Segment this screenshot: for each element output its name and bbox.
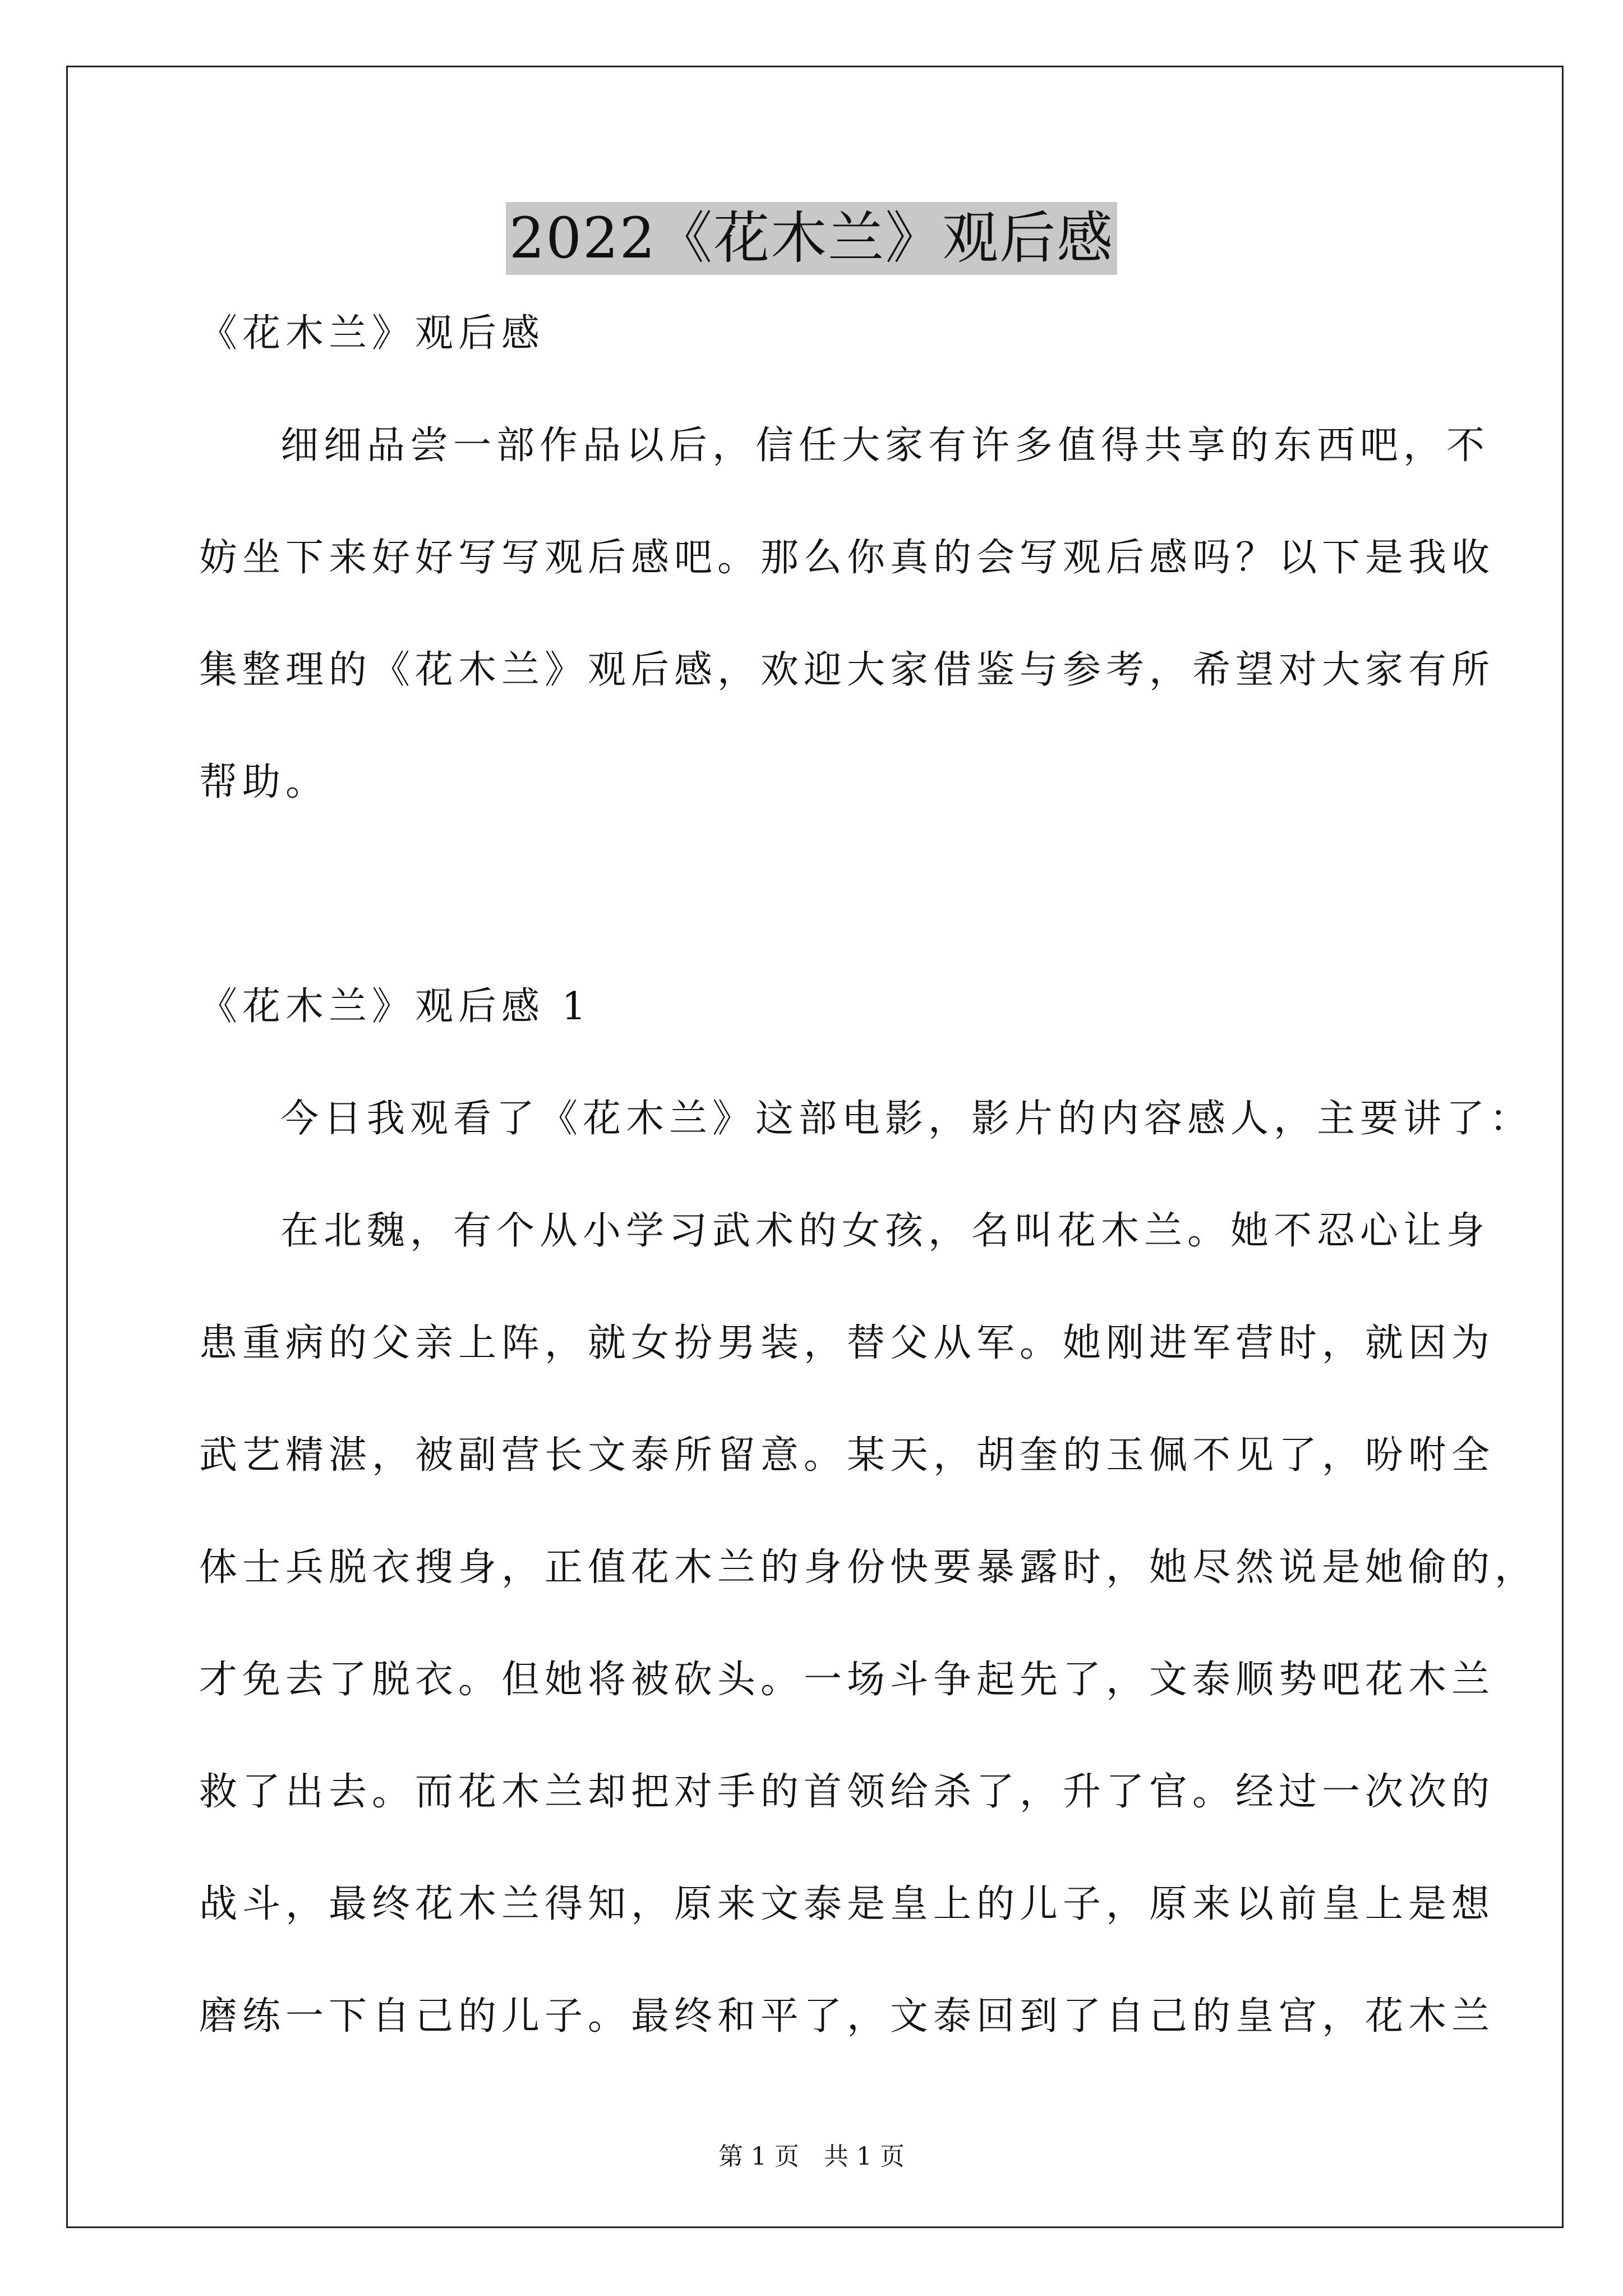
- paragraph-line: 妨坐下来好好写写观后感吧。那么你真的会写观后感吗？以下是我收: [199, 536, 1495, 580]
- paragraph-line: 战斗，最终花木兰得知，原来文泰是皇上的儿子，原来以前皇上是想: [199, 1882, 1495, 1926]
- spacer: [199, 811, 1427, 867]
- document-body: [199, 306, 1538, 2045]
- spacer: [199, 362, 1427, 418]
- spacer: [199, 1372, 1427, 1428]
- paragraph-line: 才免去了脱衣。但她将被砍头。一场斗争起先了，文泰顺势吧花木兰: [199, 1658, 1495, 1702]
- page-total: 共 1 页: [824, 2142, 905, 2171]
- title-container: [0, 202, 1623, 275]
- spacer: [199, 923, 1427, 979]
- spacer: [199, 1484, 1427, 1540]
- spacer: [199, 1932, 1427, 1989]
- page-footer: [0, 2140, 1623, 2174]
- spacer: [199, 474, 1427, 530]
- spacer: [199, 1259, 1427, 1315]
- paragraph-line: 今日我观看了《花木兰》这部电影，影片的内容感人，主要讲了：: [280, 1097, 1533, 1141]
- paragraph-line: 在北魏，有个从小学习武术的女孩，名叫花木兰。她不忍心让身: [280, 1209, 1490, 1253]
- spacer: [199, 1596, 1427, 1652]
- section-heading: 《花木兰》观后感 1: [199, 984, 591, 1029]
- paragraph-line: 救了出去。而花木兰却把对手的首领给杀了，升了官。经过一次次的: [199, 1770, 1495, 1814]
- spacer: [199, 1035, 1427, 1091]
- spacer: [199, 698, 1427, 754]
- paragraph-line: 帮助。: [199, 760, 329, 804]
- paragraph-line: 体士兵脱衣搜身，正值花木兰的身份快要暴露时，她尽然说是她偷的，: [199, 1545, 1538, 1590]
- paragraph-line: 细细品尝一部作品以后，信任大家有许多值得共享的东西吧，不: [280, 424, 1490, 468]
- spacer: [199, 1708, 1427, 1764]
- paragraph-line: 武艺精湛，被副营长文泰所留意。某天，胡奎的玉佩不见了，吩咐全: [199, 1433, 1495, 1478]
- spacer: [199, 1820, 1427, 1876]
- paragraph-line: 集整理的《花木兰》观后感，欢迎大家借鉴与参考，希望对大家有所: [199, 648, 1495, 692]
- paragraph-line: 磨练一下自己的儿子。最终和平了，文泰回到了自己的皇宫，花木兰: [199, 1994, 1495, 2039]
- spacer: [199, 586, 1427, 642]
- spacer: [199, 867, 1427, 923]
- spacer: [199, 1147, 1427, 1203]
- page-number: 第 1 页: [718, 2142, 799, 2171]
- section-heading: 《花木兰》观后感: [199, 311, 545, 356]
- paragraph-line: 患重病的父亲上阵，就女扮男装，替父从军。她刚进军营时，就因为: [199, 1321, 1495, 1365]
- document-title: 2022《花木兰》观后感: [506, 202, 1118, 275]
